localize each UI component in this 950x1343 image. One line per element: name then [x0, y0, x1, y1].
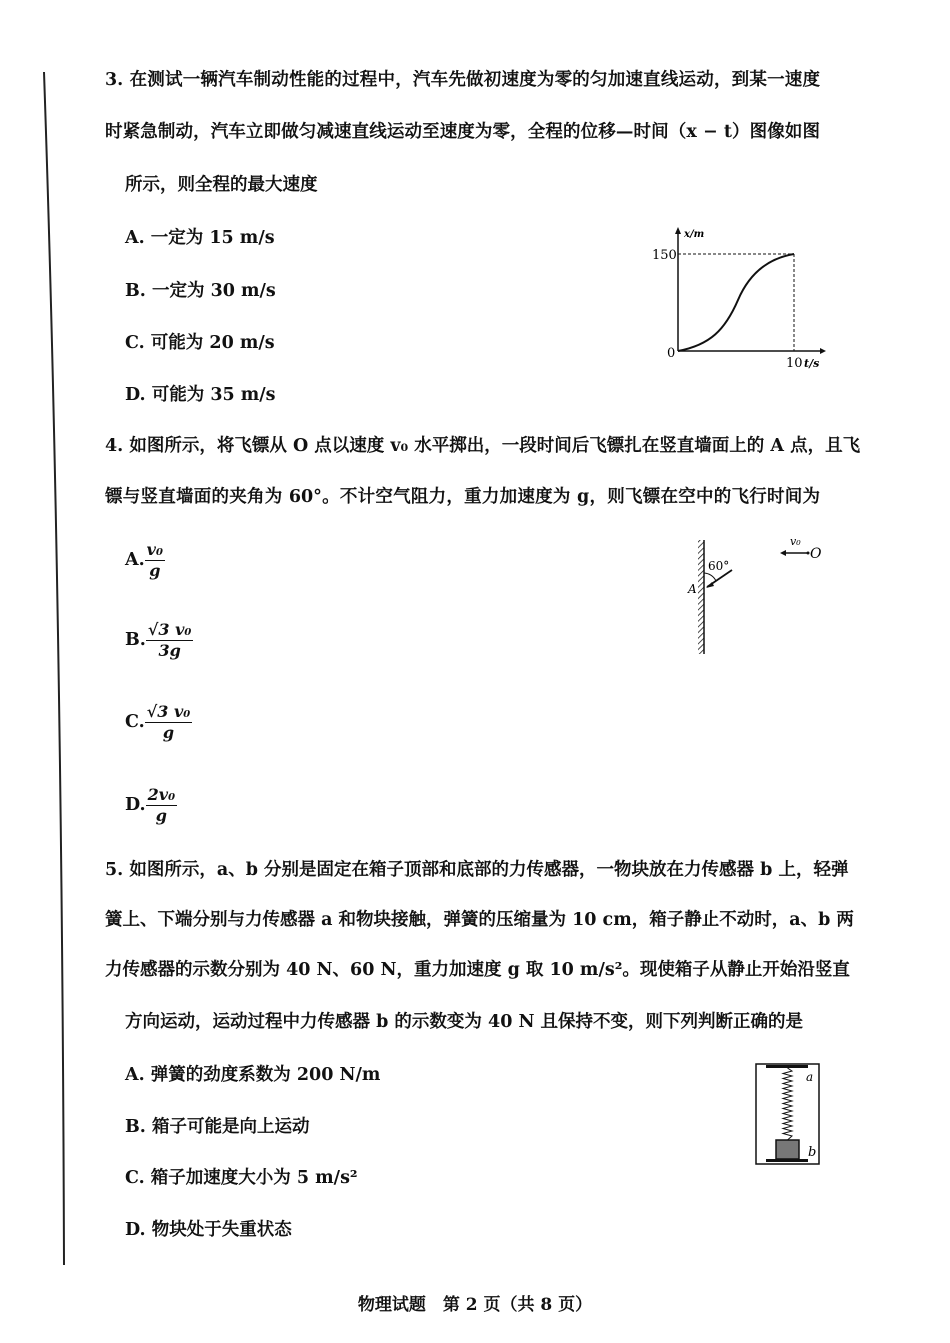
x-tick-label: 10 [786, 356, 803, 371]
sensor-a-label: a [806, 1070, 814, 1084]
angle-label: 60° [708, 559, 730, 573]
numerator: √3 v₀ [146, 702, 191, 721]
origin-label: 0 [667, 346, 676, 361]
q5-line: 5. 如图所示，a、b 分别是固定在箱子顶部和底部的力传感器，一物块放在力传感器 b 上，轻弹 [105, 860, 849, 880]
q5-line: 力传感器的示数分别为 40 N、60 N，重力加速度 g 取 10 m/s²。现使箱子从静止开始沿竖直 [105, 960, 850, 980]
fraction [145, 540, 165, 581]
q3-line: 所示，则全程的最大速度 [125, 175, 318, 195]
numerator: v₀ [146, 540, 163, 559]
q5-line: 簧上、下端分别与力传感器 a 和物块接触，弹簧的压缩量为 10 cm，箱子静止不动时，a、b 两 [105, 910, 854, 930]
q4-option-c [125, 702, 192, 743]
denominator: g [162, 723, 175, 742]
q3-option-b: B. 一定为 30 m/s [125, 281, 276, 301]
numerator: 2v₀ [147, 785, 176, 804]
y-axis-label: x/m [684, 229, 705, 240]
point-a-label: A [688, 582, 697, 596]
x-axis-label: t/s [804, 357, 820, 370]
fraction [145, 702, 193, 743]
q4-option-b [125, 620, 193, 661]
q3-line: 时紧急制动，汽车立即做匀减速直线运动至速度为零，全程的位移—时间（x − t）图像如图 [105, 122, 820, 142]
y-tick-label: 150 [652, 248, 677, 263]
numerator: √3 v₀ [147, 620, 192, 639]
denominator: g [149, 561, 161, 580]
x-t-graph [640, 220, 840, 380]
q5-option-c: C. 箱子加速度大小为 5 m/s² [125, 1168, 358, 1188]
fraction [146, 785, 177, 826]
q3-option-d: D. 可能为 35 m/s [125, 385, 276, 405]
spring [783, 1068, 792, 1140]
q4-line: 4. 如图所示，将飞镖从 O 点以速度 v₀ 水平掷出，一段时间后飞镖扎在竖直墙面上的 A 点，且飞 [105, 436, 861, 456]
q5-line: 方向运动，运动过程中力传感器 b 的示数变为 40 N 且保持不变，则下列判断正确的是 [125, 1012, 804, 1032]
q5-option-a: A. 弹簧的劲度系数为 200 N/m [125, 1065, 381, 1085]
q3-option-a: A. 一定为 15 m/s [125, 228, 275, 248]
q4-option-d [125, 785, 177, 826]
option-label: C. [125, 712, 145, 732]
denominator: g [155, 806, 167, 825]
q4-line: 镖与竖直墙面的夹角为 60°。不计空气阻力，重力加速度为 g，则飞镖在空中的飞行时间为 [105, 487, 820, 507]
option-label: D. [125, 795, 146, 815]
q5-option-d: D. 物块处于失重状态 [125, 1220, 292, 1240]
q3-option-c: C. 可能为 20 m/s [125, 333, 275, 353]
box-spring-figure [740, 1050, 840, 1180]
option-label: A. [125, 550, 145, 570]
denominator: 3g [158, 641, 181, 660]
point-o-label: O [810, 546, 822, 562]
sensor-b-label: b [808, 1145, 817, 1160]
dart-wall-figure [670, 530, 840, 660]
velocity-label: v₀ [790, 535, 801, 548]
fraction [146, 620, 194, 661]
page-footer: 物理试题 第 2 页（共 8 页） [357, 1295, 593, 1315]
q3-line: 3. 在测试一辆汽车制动性能的过程中，汽车先做初速度为零的匀加速直线运动，到某一速度 [105, 70, 820, 90]
q5-option-b: B. 箱子可能是向上运动 [125, 1117, 310, 1137]
q4-option-a [125, 540, 165, 581]
option-label: B. [125, 630, 146, 650]
